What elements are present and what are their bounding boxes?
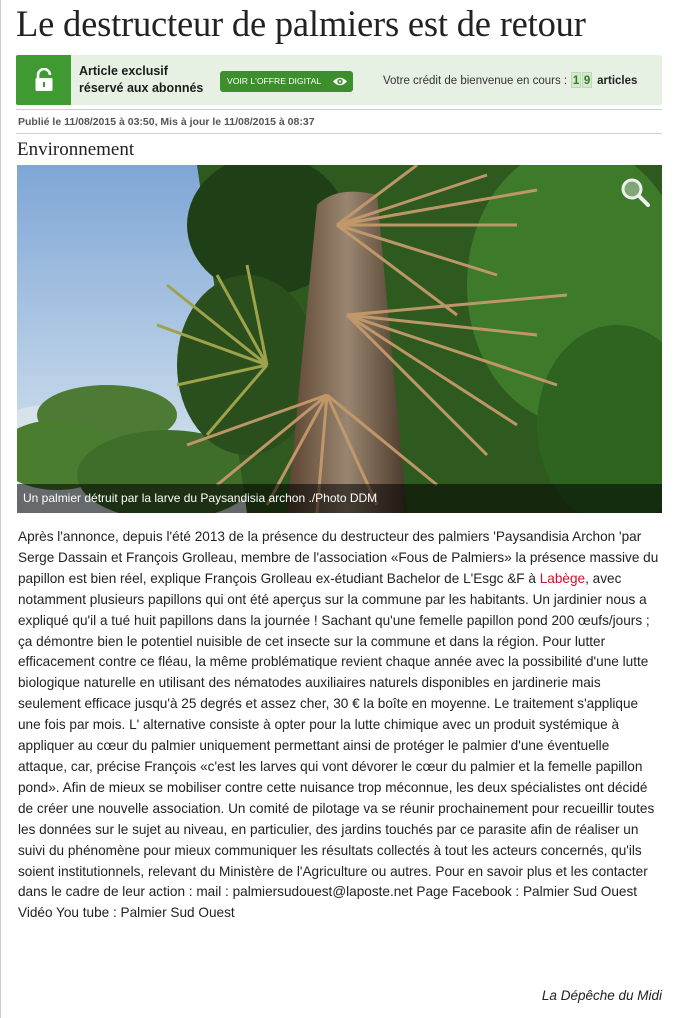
magnifier-icon[interactable] [620,177,650,207]
article-photo[interactable] [17,165,662,513]
publication-date: Publié le 11/08/2015 à 03:50, Mis à jour le 11/08/2015 à 08:37 [18,116,315,128]
credit-digit-1: 1 [571,72,581,88]
exclusive-notice [79,63,203,97]
page-border [0,0,1,1018]
article-source: La Dépêche du Midi [541,988,662,1003]
exclusive-line-2: réservé aux abonnés [79,81,204,95]
eye-icon [332,75,348,88]
article-category: Environnement [17,139,135,160]
credit-label: Votre crédit de bienvenue en cours : [383,75,568,87]
divider-bottom [16,133,662,134]
body-text-part-1: Après l'annonce, depuis l'été 2013 de la présence du destructeur des palmiers 'Paysandisia Archon 'par Serge Dassain et François Grolleau, membre de l'association «Fous de Palmiers» la présence massive du papillon est bien réel, explique François Grolleau ex-étudiant Bachelor de L'Esgc &F à [18,529,659,586]
digital-offer-button[interactable] [220,71,353,92]
exclusive-line-1: Article exclusif [79,64,168,78]
palm-tree-image [17,165,662,513]
body-text-part-2: , avec notamment plusieurs papillons qui ont été aperçus sur la commune par les habitants. Un jardinier nous a expliqué qu'il a tué huit papillons dans la journée ! Sachant qu'une femelle papillon pond 200 œufs/jours ; ça démontre bien le potentiel nuisible de cet insecte sur la commune et dans la région. Pour lutter efficacement contre ce fléau, la même problématique revient chaque année avec la possibilité d'une lutte biologique naturelle en utilisant des nématodes auxiliaires naturels disponibles en jardinerie mais seulement efficace jusqu'à 25 degrés et assez cher, 30 € la boîte en moyenne. Le traitement s'applique une fois par mois. L' alternative consiste à opter pour la lutte chimique avec un produit systémique à appliquer au cœur du palmier uniquement permettant ainsi de protéger le palmier d'une éventuelle attaque, car, précise François «c'est les larves qui vont dévorer le cœur du palmier et la femelle papillon pond». Afin de mieux se mobiliser contre cette nuisance trop méconnue, les deux spécialistes ont décidé de créer une nouvelle association. Un comité de pilotage va se réunir prochainement pour recueillir toutes les données sur le sujet au niveau, en particulier, des jardins touchés par ce parasite afin de réaliser un suivi du phénomène pour mieux communiquer les résultats collectés à tout les acteurs concernés, qu'ils soient institutionnels, relevant du Ministère de l'Agriculture ou autres. Pour en savoir plus et les contacter dans le cadre de leur action : mail : palmiersudouest@laposte.net Page Facebook : Palmier Sud Ouest Vidéo You tube : Palmier Sud Ouest [18,570,655,921]
welcome-credit [383,72,637,89]
photo-caption: Un palmier détruit par la larve du Paysandisia archon ./Photo DDM [17,484,662,513]
lock-badge [16,55,71,105]
labege-link[interactable]: Labège [539,570,586,586]
article-title: Le destructeur de palmiers est de retour [16,3,586,44]
subscriber-banner [16,55,662,105]
divider-top [16,109,662,110]
credit-digit-2: 9 [582,72,592,88]
digital-offer-label: VOIR L'OFFRE DIGITAL [227,76,322,86]
article-body [18,527,662,924]
lock-icon [34,68,54,92]
credit-unit: articles [597,75,638,87]
